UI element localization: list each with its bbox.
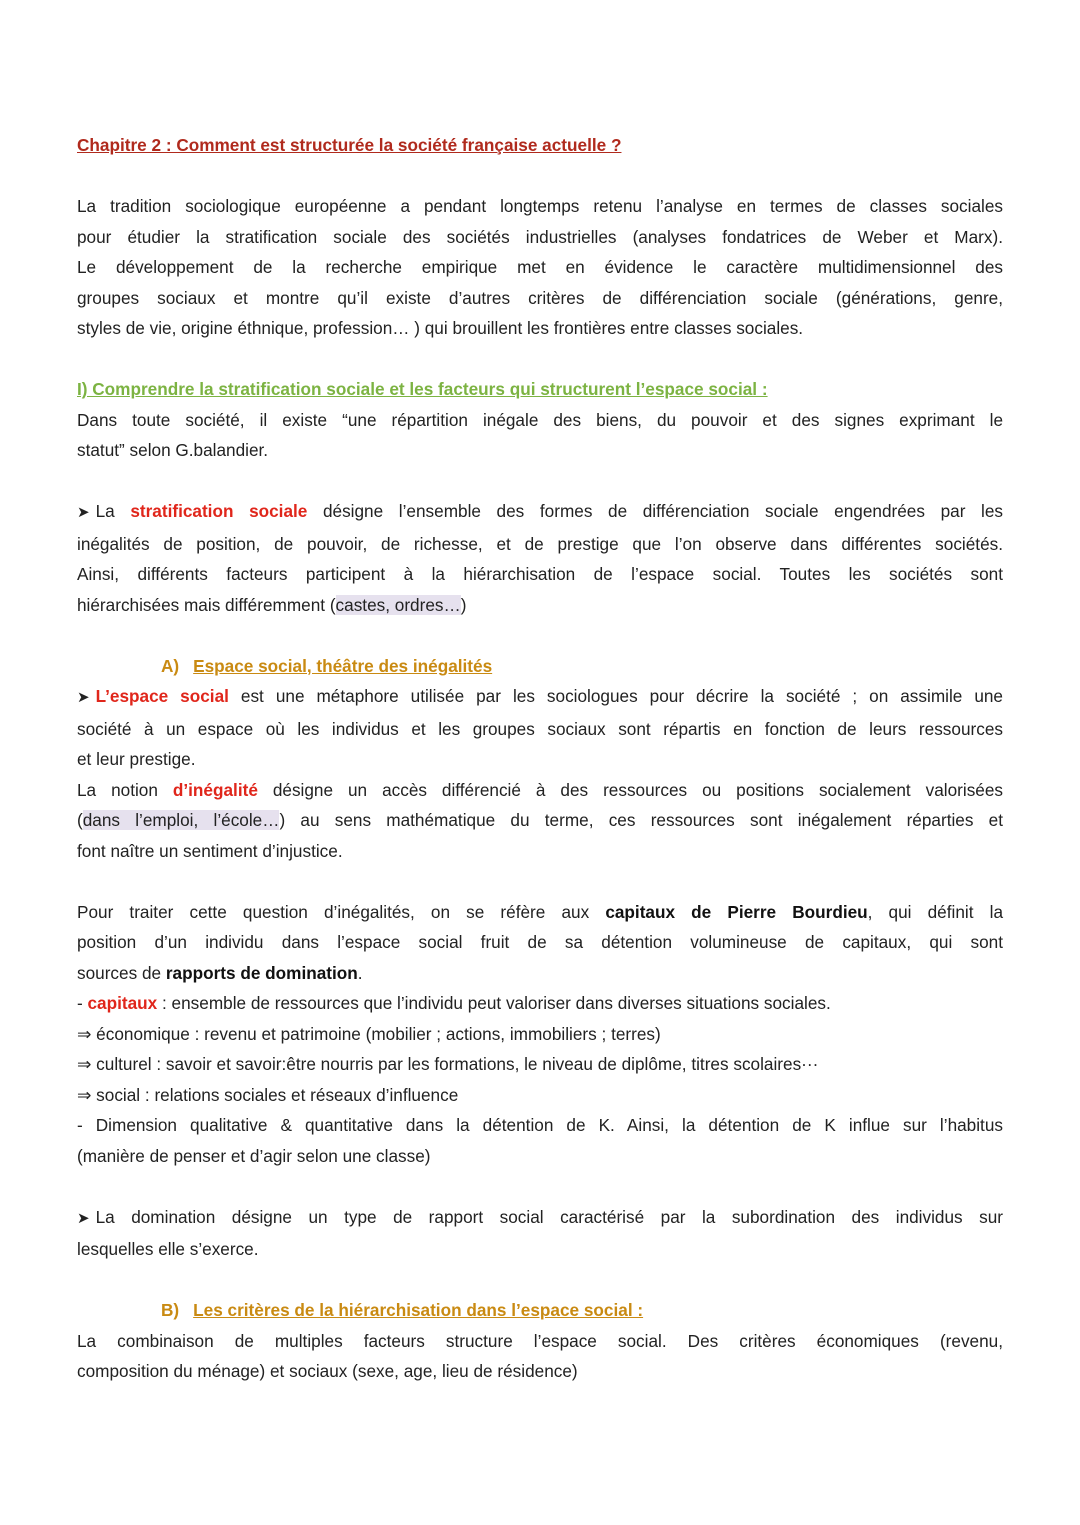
capital-item: ⇒ économique : revenu et patrimoine (mobilier ; actions, immobiliers ; terres) xyxy=(77,1023,661,1044)
intro-line: pour étudier la stratification sociale des sociétés industrielles (analyses fondatrices de Weber et Marx). xyxy=(77,226,1003,247)
criteres-line: La combinaison de multiples facteurs structure l’espace social. Des critères économiques (revenu, xyxy=(77,1330,1003,1351)
term-espace-social: L’espace social xyxy=(95,686,229,706)
term-inegalite: d’inégalité xyxy=(172,779,258,800)
domination-line: ➤ La domination désigne un type de rapport social caractérisé par la subordination des individus sur xyxy=(77,1206,1003,1227)
stratification-line: hiérarchisées mais différemment (castes, ordres…) xyxy=(77,594,467,615)
stratification-line: Ainsi, différents facteurs participent à la hiérarchisation de l’espace social. Toutes les sociétés sont xyxy=(77,564,1003,584)
bourdieu-line: sources de rapports de domination. xyxy=(77,962,363,983)
bold-domination: rapports de domination xyxy=(165,962,358,983)
inegalite-line: La notion d’inégalité désigne un accès différencié à des ressources ou positions socialement valorisées xyxy=(77,779,1004,800)
domination-line: lesquelles elle s’exerce. xyxy=(77,1239,259,1259)
dimension-line: (manière de penser et d’agir selon une classe) xyxy=(77,1145,431,1166)
spacer xyxy=(77,344,1003,375)
intro-line: Le développement de la recherche empirique met en évidence le caractère multidimensionnel des xyxy=(77,257,1003,277)
dimension-line: - Dimension qualitative & quantitative dans la détention de K. Ainsi, la détention de K influe sur l’habitus xyxy=(77,1115,1003,1135)
inegalite-line: (dans l’emploi, l’école…) au sens mathématique du terme, ces ressources sont inégalement réparties et xyxy=(77,810,1004,830)
quote-line: statut” selon G.balandier. xyxy=(77,440,269,460)
spacer xyxy=(77,1171,1003,1202)
highlighted-text: dans l’emploi, l’école… xyxy=(82,810,280,830)
stratification-line: inégalités de position, de pouvoir, de richesse, et de prestige que l’on observe dans différentes sociétés. xyxy=(77,533,1003,554)
spacer xyxy=(77,866,1003,897)
subsection-b-heading: B) Les critères de la hiérarchisation dans l’espace social : xyxy=(161,1300,644,1320)
spacer xyxy=(77,161,1003,192)
spacer xyxy=(77,466,1003,497)
document-page xyxy=(77,130,1003,1387)
quote-line: Dans toute société, il existe “une répartition inégale des biens, du pouvoir et des signes exprimant le xyxy=(77,409,1003,430)
subsection-a-heading: A) Espace social, théâtre des inégalités xyxy=(161,655,493,676)
arrow-bullet-icon: ➤ xyxy=(77,504,90,521)
arrow-bullet-icon: ➤ xyxy=(77,689,90,706)
chapter-title: Chapitre 2 : Comment est structurée la société française actuelle ? xyxy=(77,135,622,155)
espace-social-line: société à un espace où les individus et les groupes sociaux sont répartis en fonction de leurs ressources xyxy=(77,718,1003,739)
spacer xyxy=(77,620,1003,651)
espace-social-line: ➤ L’espace social est une métaphore utilisée par les sociologues pour décrire la société ; on assimile une xyxy=(77,686,1003,706)
intro-paragraph xyxy=(77,191,1003,344)
spacer xyxy=(77,1265,1003,1296)
bourdieu-line: position d’un individu dans l’espace social fruit de sa détention volumineuse de capitaux, qui sont xyxy=(77,932,1003,952)
highlighted-text: castes, ordres… xyxy=(335,594,461,615)
bourdieu-line: Pour traiter cette question d’inégalités, on se réfère aux capitaux de Pierre Bourdieu, qui définit la xyxy=(77,901,1003,922)
capitaux-line: - capitaux : ensemble de ressources que l’individu peut valoriser dans diverses situations sociales. xyxy=(77,993,831,1013)
capital-item: ⇒ social : relations sociales et réseaux d’influence xyxy=(77,1084,459,1105)
stratification-paragraph xyxy=(77,496,1003,620)
bourdieu-paragraph xyxy=(77,897,1003,1172)
criteres-line: composition du ménage) et sociaux (sexe, age, lieu de résidence) xyxy=(77,1361,578,1381)
bold-bourdieu: capitaux de Pierre Bourdieu xyxy=(605,901,868,922)
term-capitaux: capitaux xyxy=(87,993,158,1013)
arrow-bullet-icon: ➤ xyxy=(77,1209,90,1227)
intro-line: styles de vie, origine éthnique, profession… ) qui brouillent les frontières entre classes sociales. xyxy=(77,318,804,338)
term-stratification: stratification sociale xyxy=(130,501,308,521)
capital-item: ⇒ culturel : savoir et savoir:être nourris par les formations, le niveau de diplôme, titres scolaires··· xyxy=(77,1054,819,1074)
stratification-line: ➤ La stratification sociale désigne l’ensemble des formes de différenciation sociale engendrées par les xyxy=(77,501,1003,521)
espace-social-line: et leur prestige. xyxy=(77,749,196,769)
intro-line: La tradition sociologique européenne a pendant longtemps retenu l’analyse en termes de classes sociales xyxy=(77,196,1003,216)
section-1-heading: I) Comprendre la stratification sociale et les facteurs qui structurent l’espace social : xyxy=(77,379,768,399)
intro-line: groupes sociaux et montre qu’il existe d’autres critères de différenciation sociale (générations, genre, xyxy=(77,287,1003,308)
inegalite-line: font naître un sentiment d’injustice. xyxy=(77,840,343,861)
